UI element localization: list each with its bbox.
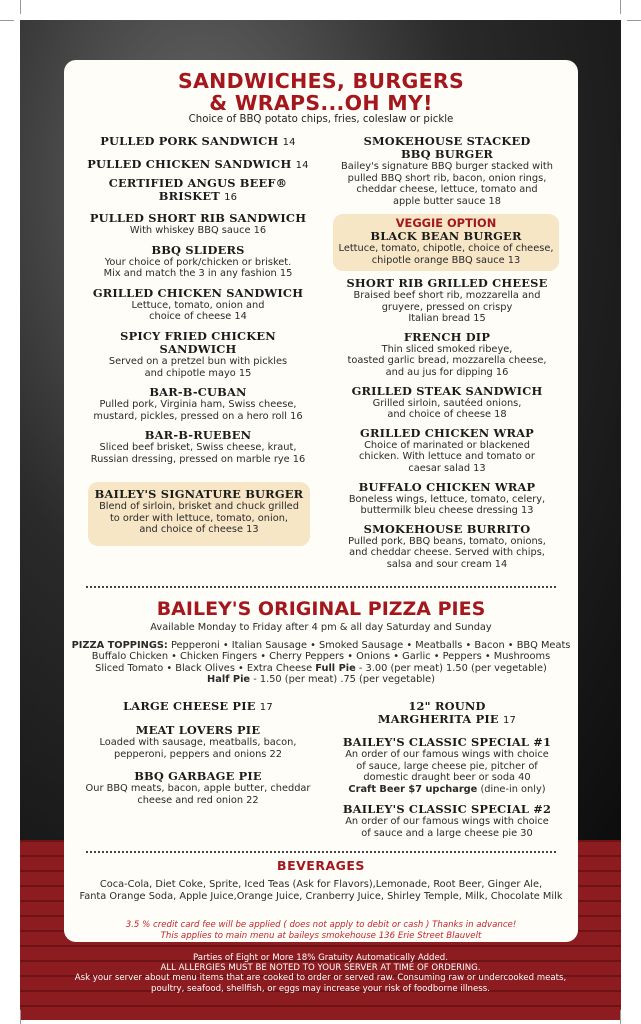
item-name: MARGHERITA PIE <box>377 712 499 726</box>
item-description: Pulled pork, Virginia ham, Swiss cheese, <box>99 399 297 411</box>
item-name: BAR-B-RUEBEN <box>144 428 252 443</box>
item-description: choice of cheese 14 <box>149 311 247 323</box>
item-description: of sauce, large cheese pie, pitcher of <box>356 760 538 772</box>
toppings-text: Pepperoni • Italian Sausage • Smoked Sausage • Meatballs • Bacon • BBQ Meats <box>167 639 571 651</box>
item-name: BAILEY'S SIGNATURE BURGER <box>94 487 304 501</box>
pizza-toppings <box>70 640 572 652</box>
item-name: PULLED CHICKEN SANDWICH <box>87 157 292 171</box>
item-name: 12" ROUND <box>408 699 486 713</box>
toppings-label: PIZZA TOPPINGS: <box>71 639 168 651</box>
item-description: An order of our famous wings with choice <box>345 749 549 760</box>
menu-item <box>82 429 314 465</box>
menu-item <box>330 331 564 379</box>
item-name: BBQ SLIDERS <box>151 242 245 257</box>
half-pie-label: Half Pie <box>207 674 251 686</box>
item-name: PULLED PORK SANDWICH <box>100 134 279 148</box>
note-line: 3.5 % credit card fee will be applied ( does not apply to debit or cash ) Thanks in advance! <box>125 920 517 930</box>
pizza-right-column <box>330 700 564 840</box>
beverage-text: Coca-Cola, Diet Coke, Sprite, Iced Teas (Ask for Flavors),Lemonade, Root Beer, Ginger Ale, <box>99 879 543 890</box>
menu-item <box>330 700 564 727</box>
menu-item <box>82 770 314 806</box>
item-description <box>330 784 564 796</box>
right-menu-column <box>330 135 564 207</box>
item-description: Lettuce, tomato, chipotle, choice of cheese, <box>338 243 554 254</box>
item-description: buttermilk bleu cheese dressing 13 <box>360 505 534 517</box>
menu-item <box>330 736 564 795</box>
full-pie-price: - 3.00 (per meat) 1.50 (per vegetable) <box>355 662 547 674</box>
item-description: Blend of sirloin, brisket and chuck grilled <box>99 501 299 512</box>
sides-subtitle: Choice of BBQ potato chips, fries, coleslaw or pickle <box>188 114 454 125</box>
menu-item <box>82 135 314 149</box>
item-price: 16 <box>224 192 238 203</box>
item-name: SMOKEHOUSE BURRITO <box>363 521 531 536</box>
item-description: pepperoni, peppers and onions 22 <box>114 748 282 760</box>
item-description: Grilled sirloin, sautéed onions, <box>372 397 522 409</box>
crop-mark <box>627 20 641 21</box>
item-description: An order of our famous wings with choice <box>345 816 549 828</box>
item-description: Pulled pork, BBQ beans, tomato, onions, <box>348 535 546 547</box>
menu-item <box>82 724 314 760</box>
item-name: PULLED SHORT RIB SANDWICH <box>89 211 307 225</box>
section-divider <box>86 851 556 853</box>
signature-burger-box <box>88 482 310 546</box>
toppings-text: Sliced Tomato • Black Olives • Extra Cheese <box>95 662 316 674</box>
item-name: BBQ BURGER <box>400 147 494 161</box>
crop-mark <box>20 0 21 14</box>
item-name: FRENCH DIP <box>403 329 491 344</box>
upcharge-text: Craft Beer $7 upcharge <box>348 783 478 795</box>
item-name: SMOKEHOUSE STACKED <box>363 134 531 148</box>
title-line: SANDWICHES, BURGERS <box>177 69 465 93</box>
item-description: Lettuce, tomato, onion and <box>131 299 265 311</box>
item-description: cheddar cheese, lettuce, tomato and <box>356 184 538 196</box>
right-menu-column-lower <box>330 277 564 571</box>
menu-item <box>82 177 314 204</box>
menu-item <box>82 244 314 280</box>
item-name: LARGE CHEESE PIE <box>123 699 256 713</box>
menu-item <box>330 277 564 325</box>
footer-line: Ask your server about menu items that are cooked to order or served raw. Consuming raw or undercooked meats, <box>74 973 567 984</box>
crop-mark <box>20 1010 21 1024</box>
item-price: 17 <box>502 715 517 726</box>
menu-item <box>82 386 314 422</box>
item-description: Our BBQ meats, bacon, apple butter, cheddar <box>85 783 311 795</box>
toppings-text <box>70 663 572 675</box>
item-description: and au jus for dipping 16 <box>385 366 509 378</box>
item-name: BAILEY'S CLASSIC SPECIAL #1 <box>342 735 552 749</box>
item-description: Mix and match the 3 in any fashion 15 <box>103 268 293 280</box>
item-description: Russian dressing, pressed on marble rye 16 <box>90 453 306 465</box>
menu-item <box>82 700 314 714</box>
item-name: GRILLED STEAK SANDWICH <box>351 383 543 398</box>
menu-item <box>330 481 564 517</box>
item-price: 14 <box>295 160 309 171</box>
menu-item <box>330 427 564 475</box>
item-name: GRILLED CHICKEN SANDWICH <box>92 285 304 300</box>
title-line: & WRAPS...OH MY! <box>209 91 433 115</box>
item-name: BRISKET <box>158 189 220 203</box>
footer-disclaimer <box>20 953 621 994</box>
item-description: mustard, pickles, pressed on a hero roll 16 <box>93 410 303 422</box>
toppings-text <box>70 674 572 686</box>
left-menu-column <box>82 135 314 466</box>
beverage-text: Fanta Orange Soda, Apple Juice,Orange Juice, Cranberry Juice, Shirley Temple, Milk, Chocolate Milk <box>79 890 563 902</box>
pizza-left-column <box>82 700 314 806</box>
item-description: With whiskey BBQ sauce 16 <box>129 225 267 236</box>
crop-mark <box>0 20 14 21</box>
item-description: Choice of marinated or blackened <box>364 439 530 451</box>
footer-line: Parties of Eight or More 18% Gratuity Automatically Added. <box>193 953 448 963</box>
beverages-list <box>70 879 572 902</box>
item-description: of sauce and a large cheese pie 30 <box>361 827 533 839</box>
crop-mark <box>620 1010 621 1024</box>
item-price: 17 <box>259 702 273 713</box>
crop-mark <box>620 0 621 14</box>
item-description: toasted garlic bread, mozzarella cheese, <box>347 355 547 367</box>
item-description: apple butter sauce 18 <box>393 195 501 207</box>
section-title-pizza: BAILEY'S ORIGINAL PIZZA PIES <box>156 598 486 620</box>
item-name: BUFFALO CHICKEN WRAP <box>358 479 536 494</box>
footer-line: ALL ALLERGIES MUST BE NOTED TO YOUR SERVER AT TIME OF ORDERING. <box>160 963 481 974</box>
item-description: Braised beef short rib, mozzarella and <box>353 290 541 301</box>
item-description: chicken. With lettuce and tomato or <box>359 451 535 463</box>
item-description: Served on a pretzel bun with pickles <box>108 355 288 367</box>
menu-item <box>82 330 314 379</box>
note-line: This applies to main menu at baileys smokehouse 136 Erie Street Blauvelt <box>160 930 482 941</box>
item-description: cheese and red onion 22 <box>137 794 259 806</box>
item-name: GRILLED CHICKEN WRAP <box>360 425 534 440</box>
item-description: gruyere, pressed on crispy <box>381 301 513 313</box>
menu-item <box>82 287 314 323</box>
pizza-info <box>70 622 572 686</box>
item-description: caesar salad 13 <box>408 462 486 474</box>
item-description: salsa and sour cream 14 <box>386 558 508 570</box>
menu-item <box>330 803 564 839</box>
credit-card-note <box>64 920 578 941</box>
item-name: BAILEY'S CLASSIC SPECIAL #2 <box>342 802 552 817</box>
item-name: SPICY FRIED CHICKEN SANDWICH <box>120 328 276 356</box>
section-divider <box>86 586 556 588</box>
item-description: and cheddar cheese. Served with chips, <box>349 547 545 559</box>
section-title-sandwiches <box>64 70 578 114</box>
footer-line: poultry, seafood, shellfish, or eggs may increase your risk of foodborne illness. <box>151 983 490 994</box>
item-description: Sliced beef brisket, Swiss cheese, kraut, <box>99 442 297 454</box>
item-description: and choice of cheese 18 <box>387 409 507 421</box>
menu-item <box>82 212 314 237</box>
veggie-label: VEGGIE OPTION <box>395 216 497 230</box>
item-description: chipotle orange BBQ sauce 13 <box>371 254 521 266</box>
item-name: MEAT LOVERS PIE <box>135 723 261 737</box>
menu-item <box>330 135 564 207</box>
pizza-availability: Available Monday to Friday after 4 pm & all day Saturday and Sunday <box>150 622 492 633</box>
full-pie-label: Full Pie <box>315 662 356 674</box>
item-description: to order with lettuce, tomato, onion, <box>109 512 289 524</box>
item-name: BLACK BEAN BURGER <box>370 229 522 243</box>
item-description: Your choice of pork/chicken or brisket. <box>104 256 292 268</box>
dine-in-note: (dine-in only) <box>477 783 546 795</box>
menu-item <box>330 523 564 571</box>
item-description: and chipotle mayo 15 <box>144 367 252 379</box>
item-description: Thin sliced smoked ribeye, <box>381 343 513 355</box>
menu-item <box>330 385 564 421</box>
item-description: Loaded with sausage, meatballs, bacon, <box>99 737 297 748</box>
item-name: CERTIFIED ANGUS BEEF® <box>108 176 288 190</box>
toppings-text: Buffalo Chicken • Chicken Fingers • Cherry Peppers • Onions • Garlic • Peppers • Mushrooms <box>91 651 551 663</box>
item-price: 14 <box>282 137 296 148</box>
item-description: and choice of cheese 13 <box>139 524 259 536</box>
item-description: domestic draught beer or soda 40 <box>363 772 531 784</box>
menu-item <box>82 158 314 172</box>
item-description: pulled BBQ short rib, bacon, onion rings, <box>347 172 547 184</box>
item-name: BAR-B-CUBAN <box>149 385 247 400</box>
veggie-option-box <box>333 214 559 271</box>
item-description: Boneless wings, lettuce, tomato, celery, <box>348 493 546 505</box>
item-description: Bailey's signature BBQ burger stacked with <box>341 161 553 172</box>
item-description: Italian bread 15 <box>408 313 486 325</box>
item-name: SHORT RIB GRILLED CHEESE <box>346 276 548 290</box>
section-title-beverages: BEVERAGES <box>277 858 365 873</box>
item-name: BBQ GARBAGE PIE <box>134 769 262 784</box>
half-pie-price: - 1.50 (per meat) .75 (per vegetable) <box>250 674 435 686</box>
